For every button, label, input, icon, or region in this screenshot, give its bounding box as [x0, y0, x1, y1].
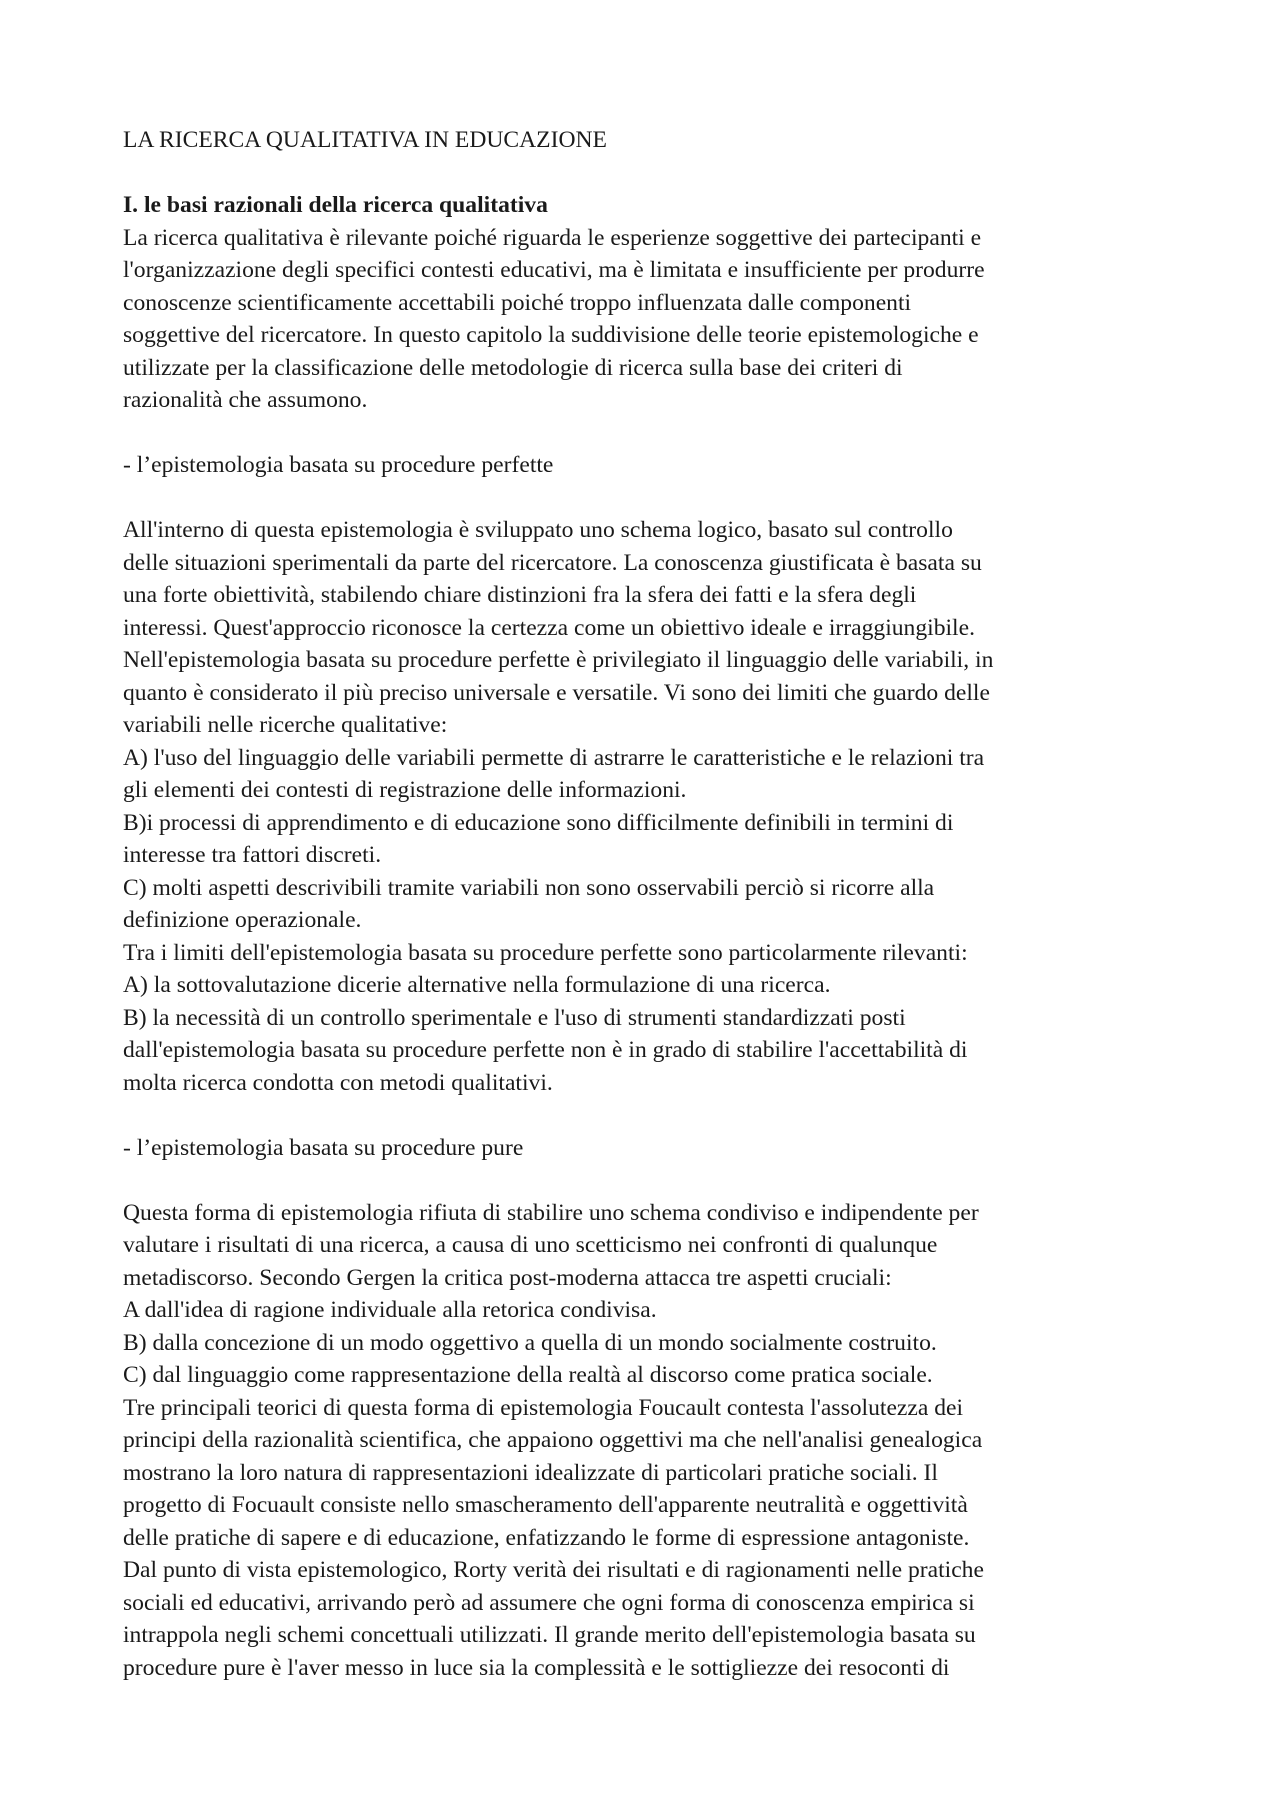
subheading-procedure-perfette: - l’epistemologia basata su procedure perfette — [123, 452, 554, 478]
paragraph-line: variabili nelle ricerche qualitative: — [123, 712, 448, 738]
paragraph-line: valutare i risultati di una ricerca, a causa di uno scetticismo nei confronti di qualunque — [123, 1232, 938, 1258]
spacer — [123, 1164, 1173, 1197]
paragraph-line: B) la necessità di un controllo sperimentale e l'uso di strumenti standardizzati posti — [123, 1004, 906, 1031]
paragraph-line: quanto è considerato il più preciso universale e versatile. Vi sono dei limiti che guardo delle — [123, 679, 990, 706]
spacer — [123, 417, 1173, 450]
paragraph-line: C) molti aspetti descrivibili tramite variabili non sono osservabili perciò si ricorre alla — [123, 874, 935, 901]
paragraph-line: intrappola negli schemi concettuali utilizzati. Il grande merito dell'epistemologia basata su — [123, 1622, 976, 1648]
paragraph-line: utilizzate per la classificazione delle metodologie di ricerca sulla base dei criteri di — [123, 354, 903, 381]
paragraph-line: Nell'epistemologia basata su procedure perfette è privilegiato il linguaggio delle variabili, in — [123, 647, 994, 673]
document-title: LA RICERCA QUALITATIVA IN EDUCAZIONE — [123, 127, 607, 153]
paragraph-line: B)i processi di apprendimento e di educazione sono difficilmente definibili in termini di — [123, 809, 954, 836]
paragraph-line: delle situazioni sperimentali da parte del ricercatore. La conoscenza giustificata è basata su — [123, 549, 982, 576]
paragraph-line: conoscenze scientificamente accettabili poiché troppo influenzata dalle componenti — [123, 289, 912, 316]
paragraph-line: progetto di Focuault consiste nello smascheramento dell'apparente neutralità e oggettività — [123, 1492, 968, 1518]
paragraph-line: delle pratiche di sapere e di educazione, enfatizzando le forme di espressione antagoniste. — [123, 1524, 970, 1551]
paragraph-line: A) la sottovalutazione dicerie alternative nella formulazione di una ricerca. — [123, 972, 831, 998]
paragraph-line: Tra i limiti dell'epistemologia basata su procedure perfette sono particolarmente rilevanti: — [123, 939, 968, 966]
paragraph-procedure-pure — [123, 1197, 1173, 1685]
paragraph-line: B) dalla concezione di un modo oggettivo a quella di un mondo socialmente costruito. — [123, 1329, 937, 1356]
document-body — [123, 124, 1173, 1684]
paragraph-line: A dall'idea di ragione individuale alla retorica condivisa. — [123, 1297, 657, 1323]
paragraph-line: procedure pure è l'aver messo in luce sia la complessità e le sottigliezze dei resoconti di — [123, 1654, 950, 1681]
paragraph-line: metadiscorso. Secondo Gergen la critica post-moderna attacca tre aspetti cruciali: — [123, 1264, 892, 1291]
paragraph-line: mostrano la loro natura di rappresentazioni idealizzate di particolari pratiche sociali. Il — [123, 1459, 938, 1486]
section-heading: I. le basi razionali della ricerca qualitativa — [123, 192, 548, 218]
paragraph-line: molta ricerca condotta con metodi qualitativi. — [123, 1069, 553, 1096]
paragraph-line: sociali ed educativi, arrivando però ad assumere che ogni forma di conoscenza empirica si — [123, 1589, 975, 1616]
paragraph-line: principi della razionalità scientifica, che appaiono oggettivi ma che nell'analisi genealogica — [123, 1427, 983, 1453]
paragraph-line: interesse tra fattori discreti. — [123, 842, 382, 868]
spacer — [123, 482, 1173, 515]
paragraph-line: una forte obiettività, stabilendo chiare distinzioni fra la sfera dei fatti e la sfera degli — [123, 582, 917, 608]
paragraph-line: razionalità che assumono. — [123, 387, 368, 413]
paragraph-line: A) l'uso del linguaggio delle variabili permette di astrarre le caratteristiche e le relazioni tra — [123, 744, 985, 771]
paragraph-line: C) dal linguaggio come rappresentazione della realtà al discorso come pratica sociale. — [123, 1362, 933, 1388]
paragraph-line: Tre principali teorici di questa forma di epistemologia Foucault contesta l'assolutezza dei — [123, 1394, 964, 1421]
paragraph-line: dall'epistemologia basata su procedure perfette non è in grado di stabilire l'accettabilità di — [123, 1037, 968, 1063]
paragraph-line: La ricerca qualitativa è rilevante poiché riguarda le esperienze soggettive dei partecipanti e — [123, 224, 982, 251]
paragraph-line: soggettive del ricercatore. In questo capitolo la suddivisione delle teorie epistemologiche e — [123, 322, 979, 348]
paragraph-line: l'organizzazione degli specifici contesti educativi, ma è limitata e insufficiente per produrre — [123, 257, 985, 283]
spacer — [123, 157, 1173, 190]
paragraph-line: All'interno di questa epistemologia è sviluppato uno schema logico, basato sul controllo — [123, 517, 953, 543]
paragraph-line: gli elementi dei contesti di registrazione delle informazioni. — [123, 777, 687, 803]
intro-paragraph — [123, 222, 1173, 417]
paragraph-line: definizione operazionale. — [123, 907, 362, 933]
subheading-procedure-pure: - l’epistemologia basata su procedure pure — [123, 1134, 524, 1161]
paragraph-procedure-perfette — [123, 514, 1173, 1099]
paragraph-line: Dal punto di vista epistemologico, Rorty verità dei risultati e di ragionamenti nelle pratiche — [123, 1557, 984, 1583]
paragraph-line: Questa forma di epistemologia rifiuta di stabilire uno schema condiviso e indipendente per — [123, 1199, 979, 1226]
spacer — [123, 1099, 1173, 1132]
paragraph-line: interessi. Quest'approccio riconosce la certezza come un obiettivo ideale e irraggiungibile. — [123, 614, 975, 641]
